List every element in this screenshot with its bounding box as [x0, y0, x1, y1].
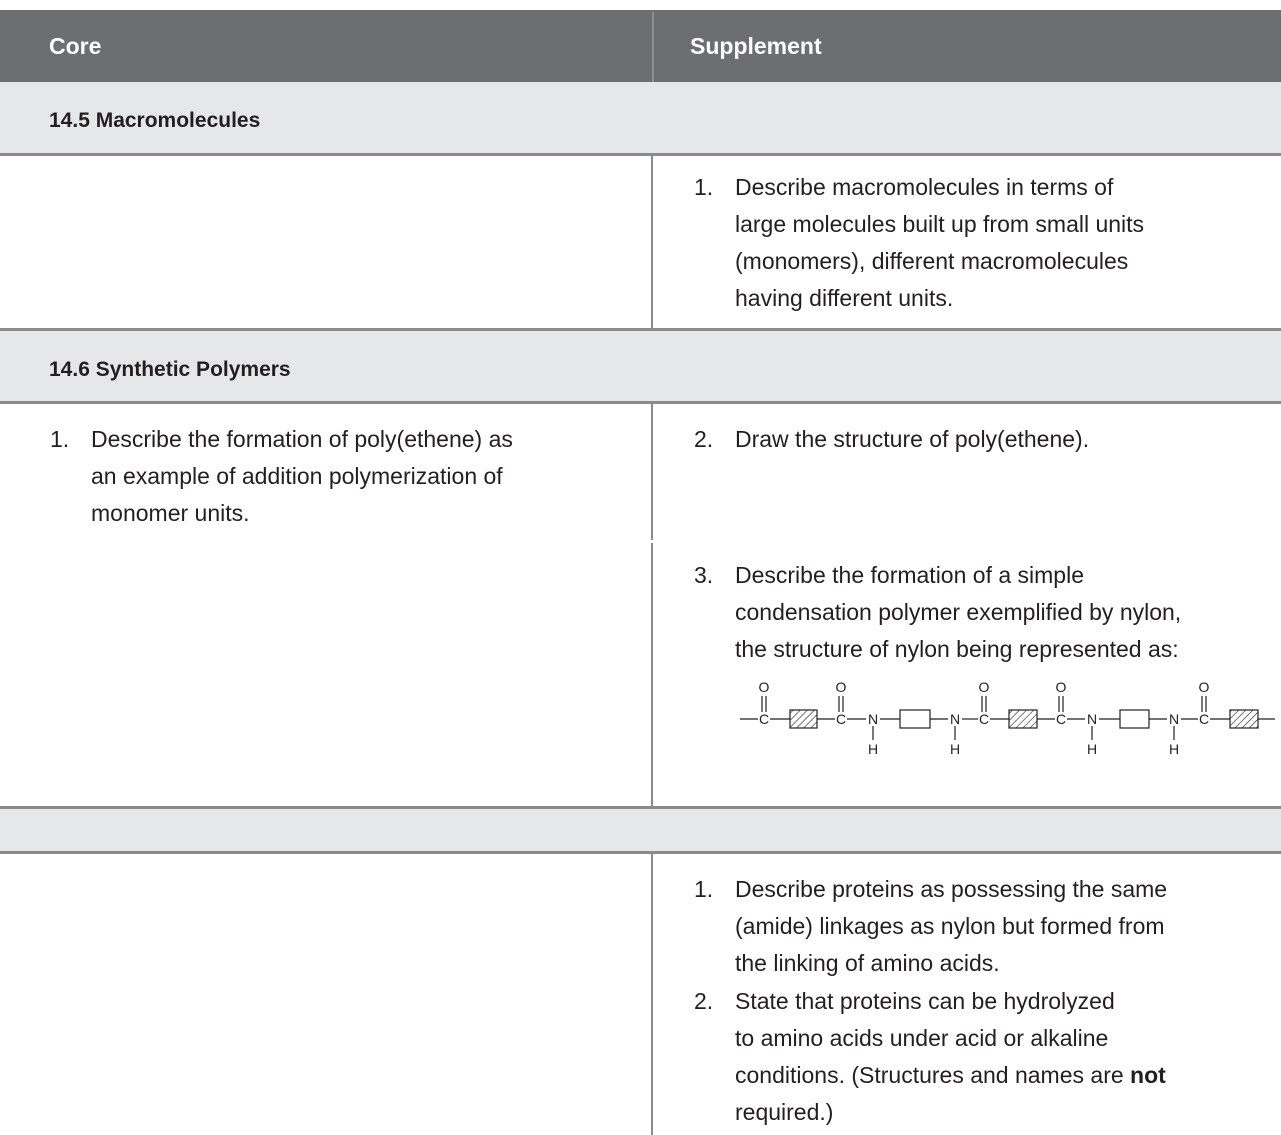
nylon-structure-diagram — [735, 676, 1281, 761]
core-item-14-6-1 — [50, 421, 640, 533]
hatched-unit — [1009, 710, 1037, 728]
section-title-text: 14.6 Synthetic Polymers — [49, 358, 291, 381]
item-line: to amino acids under acid or alkaline — [735, 1025, 1109, 1051]
atom-o: O — [1055, 679, 1067, 695]
atom-n: N — [1086, 711, 1098, 727]
item-line: large molecules built up from small units — [735, 211, 1145, 237]
item-line: Describe the formation of a simple — [735, 562, 1084, 588]
atom-c: C — [835, 711, 847, 727]
section-title-14-5 — [0, 82, 1281, 156]
item-number: 1. — [50, 426, 70, 452]
section-title-14-6 — [0, 331, 1281, 401]
item-line: having different units. — [735, 285, 954, 311]
item-text — [735, 871, 1167, 982]
item-text — [91, 421, 513, 532]
section-title-text: 14.5 Macromolecules — [49, 109, 261, 132]
supplement-item-14-6-2 — [694, 421, 1274, 458]
atom-c: C — [1198, 711, 1210, 727]
column-divider — [651, 854, 653, 1135]
item-line: required.) — [735, 1099, 834, 1125]
item-line: State that proteins can be hydrolyzed — [735, 988, 1115, 1014]
column-divider — [651, 404, 653, 540]
emphasis-not: not — [1130, 1062, 1166, 1088]
item-number: 1. — [694, 876, 714, 902]
atom-o: O — [1198, 679, 1210, 695]
atom-h: H — [867, 741, 879, 757]
column-divider — [651, 156, 653, 329]
open-unit — [1120, 710, 1149, 728]
item-line: the linking of amino acids. — [735, 950, 1000, 976]
item-line: monomer units. — [91, 500, 250, 526]
atom-h: H — [1086, 741, 1098, 757]
supplement-item-14-7-1 — [694, 871, 1274, 983]
atom-c: C — [758, 711, 770, 727]
item-number: 3. — [694, 562, 714, 588]
table-header — [0, 10, 1281, 82]
atom-n: N — [1168, 711, 1180, 727]
supplement-item-14-5-1 — [694, 169, 1274, 317]
item-line: the structure of nylon being represented as: — [735, 636, 1179, 662]
row-divider — [0, 401, 1281, 404]
item-line: (amide) linkages as nylon but formed from — [735, 913, 1165, 939]
supplement-column-header: Supplement — [690, 33, 822, 59]
item-number: 1. — [694, 174, 714, 200]
hatched-unit — [1230, 710, 1258, 728]
item-line-part: conditions. (Structures and names are — [735, 1062, 1131, 1088]
nylon-bonds — [740, 696, 1275, 740]
core-column-header: Core — [49, 33, 102, 59]
column-divider — [651, 543, 653, 807]
supplement-item-14-7-2 — [694, 983, 1274, 1131]
atom-o: O — [758, 679, 770, 695]
atom-h: H — [949, 741, 961, 757]
row-divider — [0, 153, 1281, 156]
atom-c: C — [1055, 711, 1067, 727]
header-divider — [652, 12, 654, 82]
atom-n: N — [949, 711, 961, 727]
atom-n: N — [867, 711, 879, 727]
item-text — [735, 421, 1089, 458]
item-line: Describe macromolecules in terms of — [735, 174, 1114, 200]
atom-h: H — [1168, 741, 1180, 757]
item-text — [735, 169, 1144, 317]
item-text — [735, 983, 1166, 1131]
item-text — [735, 557, 1181, 668]
hatched-unit — [790, 710, 817, 728]
item-line: Describe proteins as possessing the same — [735, 876, 1168, 902]
item-number: 2. — [694, 426, 714, 452]
item-line: condensation polymer exemplified by nylon, — [735, 599, 1182, 625]
supplement-item-14-6-3 — [694, 557, 1279, 669]
item-line: Describe the formation of poly(ethene) as — [91, 426, 513, 452]
item-line — [735, 1057, 1166, 1094]
section-band — [0, 809, 1281, 853]
item-line: an example of addition polymerization of — [91, 463, 503, 489]
atom-o: O — [978, 679, 990, 695]
atom-o: O — [835, 679, 847, 695]
atom-c: C — [978, 711, 990, 727]
row-divider — [0, 851, 1281, 854]
open-unit — [900, 710, 930, 728]
item-line: Draw the structure of poly(ethene). — [735, 426, 1090, 452]
item-line: (monomers), different macromolecules — [735, 248, 1129, 274]
item-number: 2. — [694, 988, 714, 1014]
